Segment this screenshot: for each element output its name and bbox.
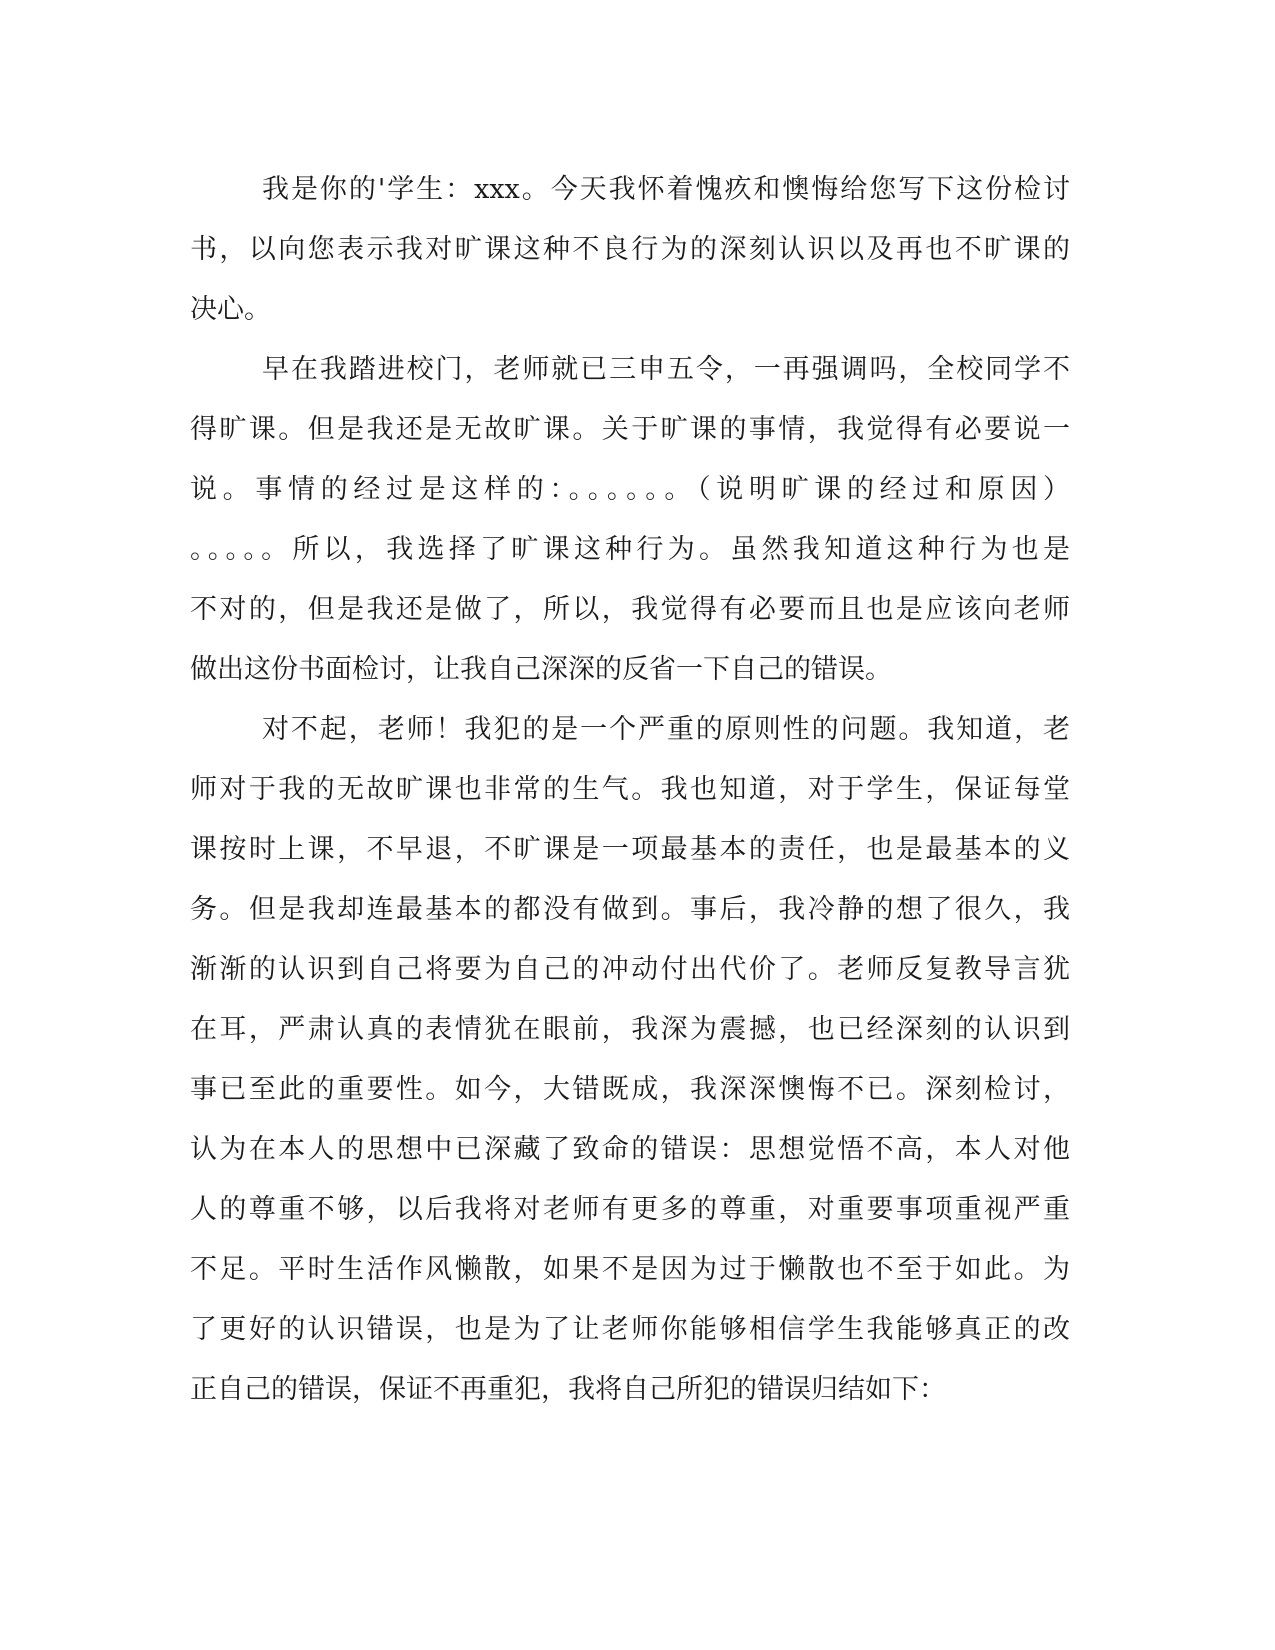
paragraph-line: 师对于我的无故旷课也非常的生气。我也知道，对于学生，保证每堂 xyxy=(190,774,1070,805)
document-body xyxy=(190,160,1070,1420)
paragraph-line: 对不起，老师！我犯的是一个严重的原则性的问题。我知道，老 xyxy=(262,714,1070,745)
paragraph-3 xyxy=(190,700,1070,1420)
paragraph-line: 正自己的错误，保证不再重犯，我将自己所犯的错误归结如下： xyxy=(190,1374,946,1405)
paragraph-line: 早在我踏进校门，老师就已三申五令，一再强调吗，全校同学不 xyxy=(262,354,1070,385)
paragraph-line: 得旷课。但是我还是无故旷课。关于旷课的事情，我觉得有必要说一 xyxy=(190,414,1070,445)
paragraph-line: 决心。 xyxy=(190,294,271,325)
paragraph-line: 做出这份书面检讨，让我自己深深的反省一下自己的错误。 xyxy=(190,654,892,685)
paragraph-line: 我是你的'学生：xxx。今天我怀着愧疚和懊悔给您写下这份检讨 xyxy=(262,174,1070,205)
paragraph-line: 在耳，严肃认真的表情犹在眼前，我深为震撼，也已经深刻的认识到 xyxy=(190,1014,1070,1045)
paragraph-line: 人的尊重不够，以后我将对老师有更多的尊重，对重要事项重视严重 xyxy=(190,1194,1070,1225)
paragraph-1 xyxy=(190,160,1070,340)
paragraph-line: 认为在本人的思想中已深藏了致命的错误：思想觉悟不高，本人对他 xyxy=(190,1134,1070,1165)
paragraph-line: 不足。平时生活作风懒散，如果不是因为过于懒散也不至于如此。为 xyxy=(190,1254,1070,1285)
paragraph-line: 事已至此的重要性。如今，大错既成，我深深懊悔不已。深刻检讨， xyxy=(190,1074,1070,1105)
paragraph-line: 了更好的认识错误，也是为了让老师你能够相信学生我能够真正的改 xyxy=(190,1314,1070,1345)
paragraph-line: 渐渐的认识到自己将要为自己的冲动付出代价了。老师反复教导言犹 xyxy=(190,954,1070,985)
paragraph-line: 不对的，但是我还是做了，所以，我觉得有必要而且也是应该向老师 xyxy=(190,594,1070,625)
paragraph-line: 课按时上课，不早退，不旷课是一项最基本的责任，也是最基本的义 xyxy=(190,834,1070,865)
paragraph-line: 。。。。。所以，我选择了旷课这种行为。虽然我知道这种行为也是 xyxy=(190,534,1070,565)
paragraph-line: 说。事情的经过是这样的：。。。。。。（说明旷课的经过和原因） xyxy=(190,474,1070,505)
paragraph-2 xyxy=(190,340,1070,700)
paragraph-line: 书，以向您表示我对旷课这种不良行为的深刻认识以及再也不旷课的 xyxy=(190,234,1070,265)
paragraph-line: 务。但是我却连最基本的都没有做到。事后，我冷静的想了很久，我 xyxy=(190,894,1070,925)
